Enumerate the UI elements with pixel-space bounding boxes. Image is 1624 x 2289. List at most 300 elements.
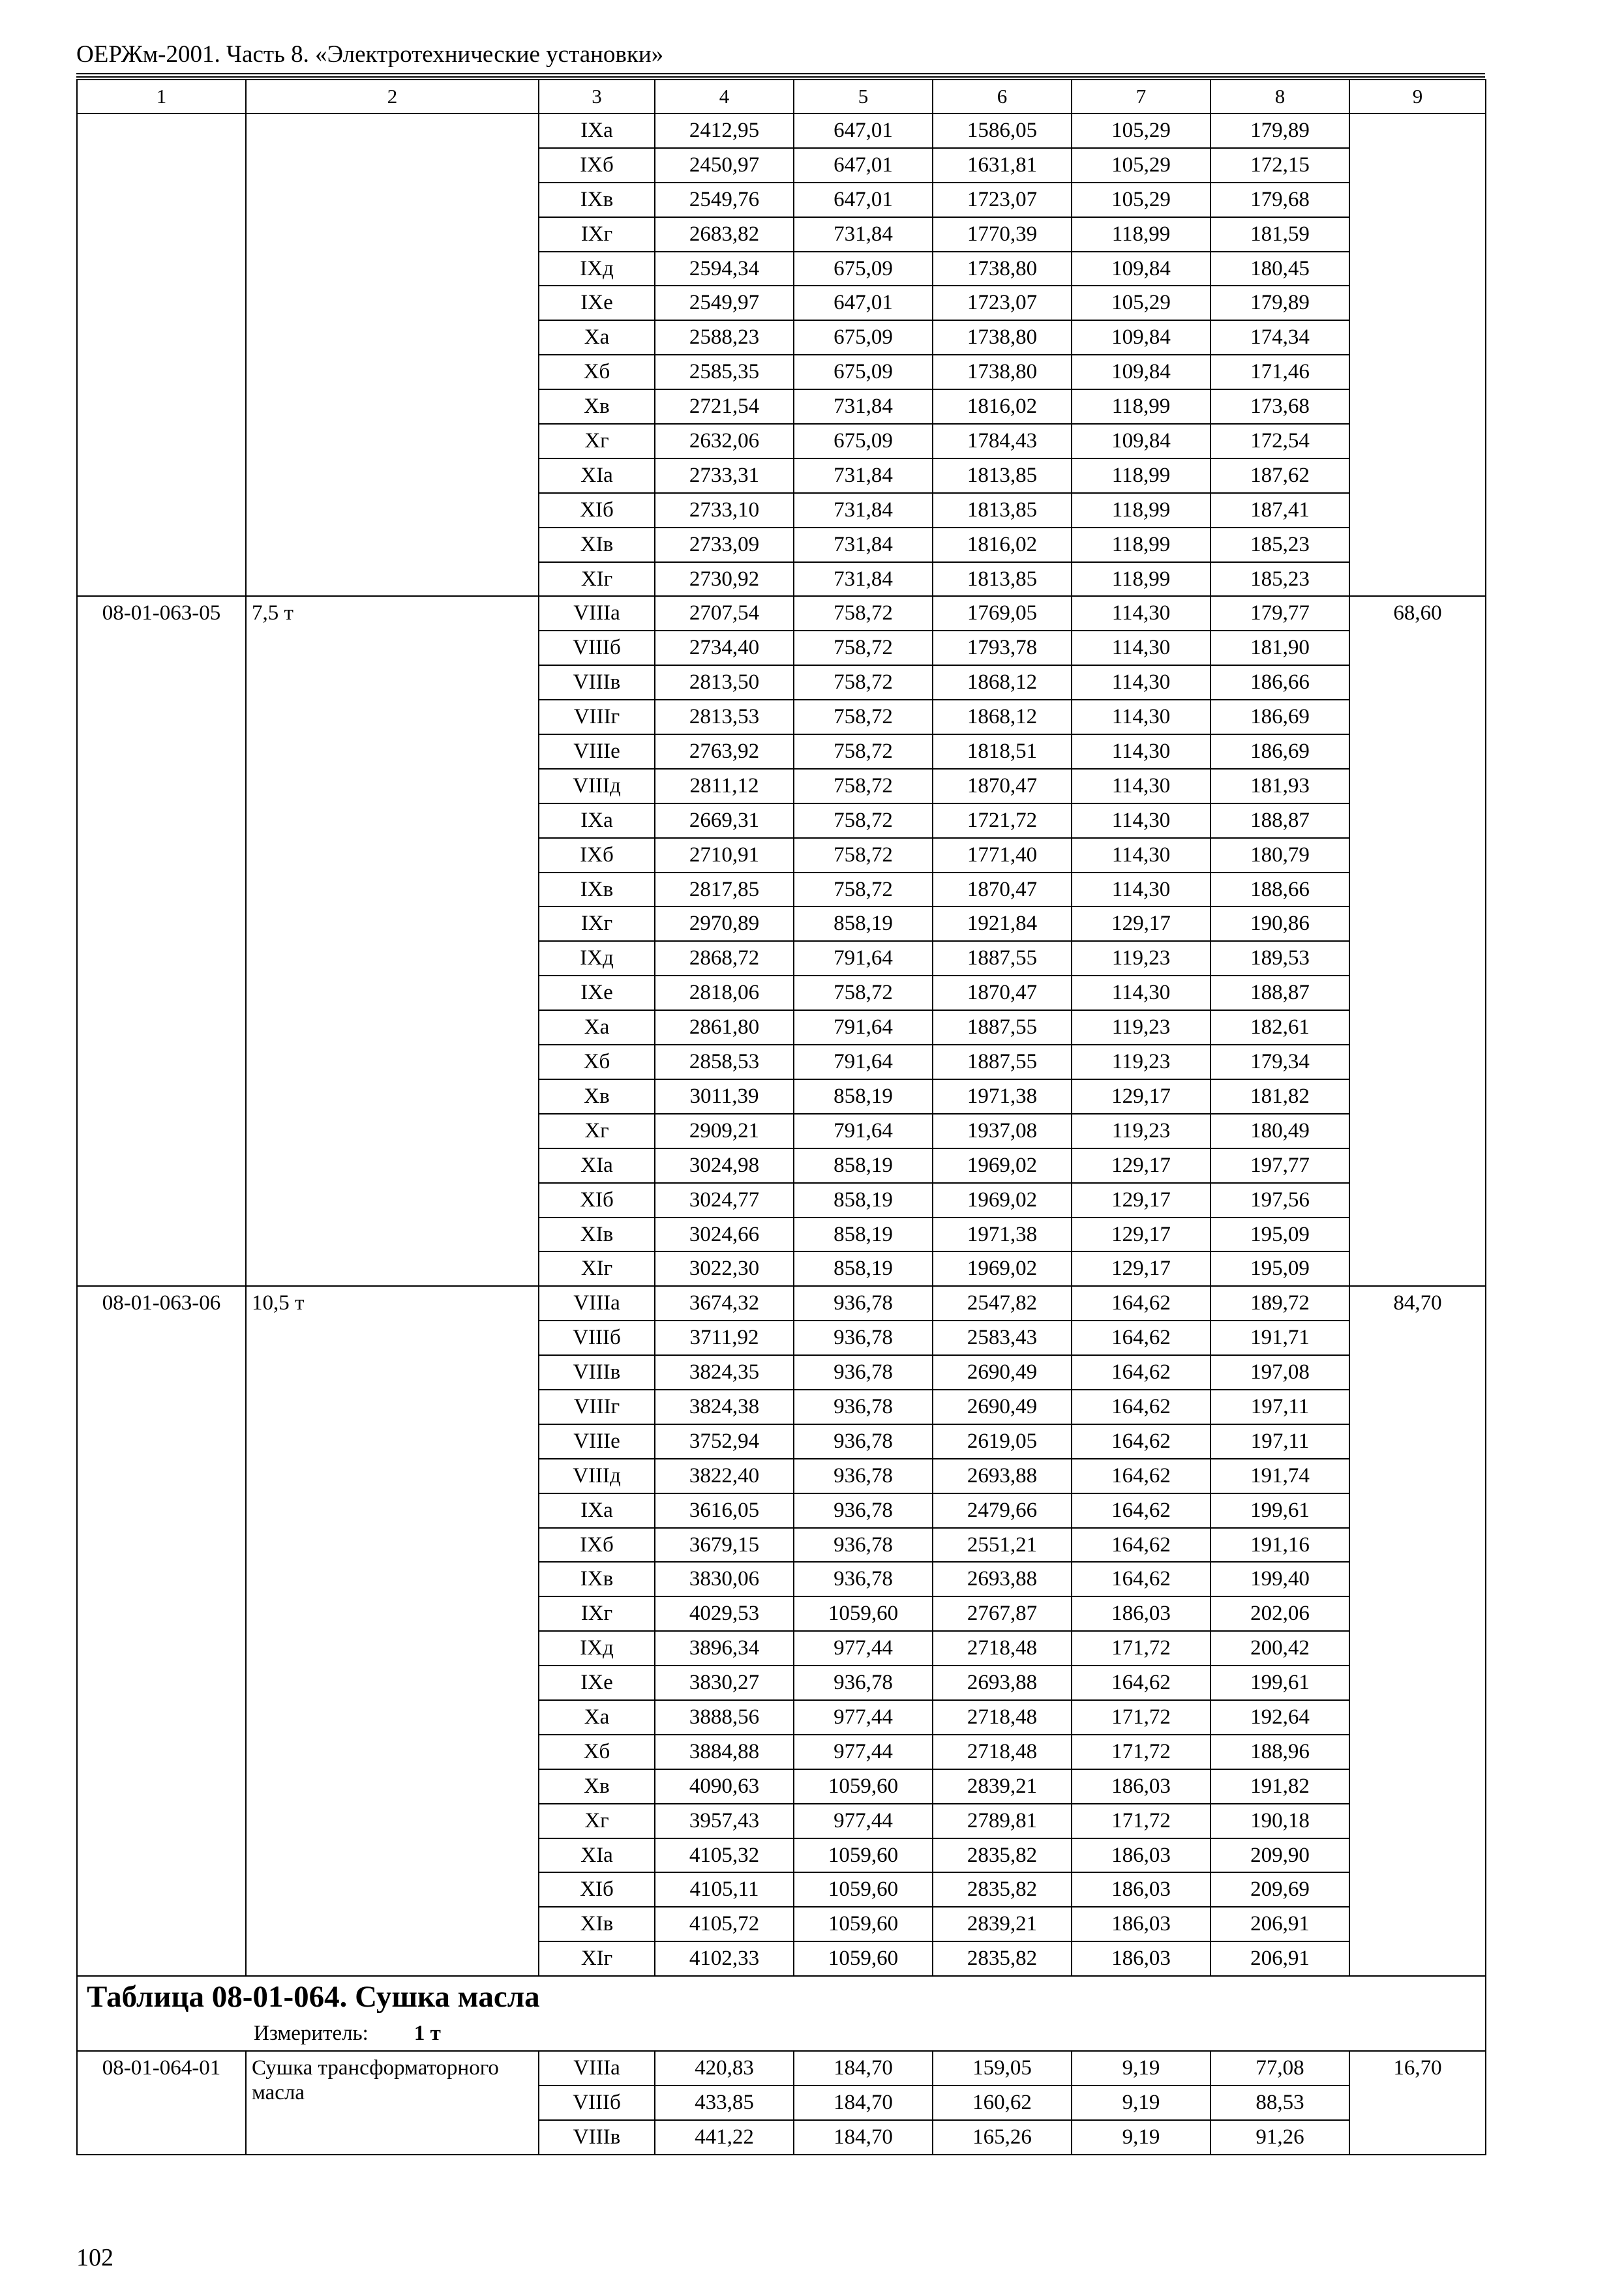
cost-value: 758,72	[794, 700, 933, 734]
cost-value: 1059,60	[794, 1769, 933, 1804]
rate-code	[77, 113, 246, 596]
cost-value: 2868,72	[655, 941, 794, 976]
cost-value: 186,03	[1072, 1941, 1210, 1976]
zone-code: VIIIв	[539, 1355, 655, 1390]
cost-value: 791,64	[794, 941, 933, 976]
cost-value: 195,09	[1210, 1218, 1349, 1252]
cost-value: 164,62	[1072, 1355, 1210, 1390]
cost-value: 1059,60	[794, 1838, 933, 1873]
column-number: 2	[246, 80, 539, 113]
cost-value: 1738,80	[933, 252, 1072, 286]
cost-value: 2718,48	[933, 1735, 1072, 1769]
zone-code: Xб	[539, 1735, 655, 1769]
cost-value: 181,93	[1210, 769, 1349, 803]
cost-value: 197,11	[1210, 1424, 1349, 1459]
zone-code: IXе	[539, 976, 655, 1010]
table-row	[77, 596, 1486, 631]
cost-value: 731,84	[794, 458, 933, 493]
cost-value: 199,61	[1210, 1666, 1349, 1700]
cost-value: 114,30	[1072, 631, 1210, 665]
cost-value: 119,23	[1072, 1114, 1210, 1148]
cost-value: 2683,82	[655, 217, 794, 252]
cost-value: 185,23	[1210, 528, 1349, 562]
zone-code: VIIIа	[539, 1286, 655, 1321]
cost-value: 118,99	[1072, 389, 1210, 424]
cost-value: 186,03	[1072, 1907, 1210, 1941]
cost-value: 2730,92	[655, 562, 794, 597]
cost-value: 2721,54	[655, 389, 794, 424]
column-number: 8	[1210, 80, 1349, 113]
cost-value: 171,72	[1072, 1700, 1210, 1735]
cost-value: 858,19	[794, 1148, 933, 1183]
zone-code: Xб	[539, 355, 655, 389]
rate-name: Сушка трансформаторного масла	[246, 2051, 539, 2155]
cost-value: 936,78	[794, 1321, 933, 1355]
cost-value: 174,34	[1210, 320, 1349, 355]
cost-value: 1921,84	[933, 906, 1072, 941]
cost-value: 675,09	[794, 252, 933, 286]
cost-value: 1813,85	[933, 493, 1072, 528]
cost-value: 2817,85	[655, 873, 794, 907]
cost-value: 2839,21	[933, 1907, 1072, 1941]
cost-value: 1770,39	[933, 217, 1072, 252]
zone-code: Xг	[539, 1114, 655, 1148]
cost-value: 936,78	[794, 1562, 933, 1596]
cost-value: 1870,47	[933, 976, 1072, 1010]
cost-value: 3024,66	[655, 1218, 794, 1252]
rate-code: 08-01-063-06	[77, 1286, 246, 1976]
zone-code: Xа	[539, 1700, 655, 1735]
cost-value: 936,78	[794, 1390, 933, 1424]
cost-value: 114,30	[1072, 769, 1210, 803]
zone-code: IXг	[539, 906, 655, 941]
cost-value: 1887,55	[933, 941, 1072, 976]
cost-value: 129,17	[1072, 1183, 1210, 1218]
cost-value: 758,72	[794, 769, 933, 803]
cost-value: 2813,50	[655, 665, 794, 700]
cost-value: 184,70	[794, 2120, 933, 2155]
cost-value: 3674,32	[655, 1286, 794, 1321]
cost-value: 91,26	[1210, 2120, 1349, 2155]
cost-value: 2811,12	[655, 769, 794, 803]
zone-code: IXг	[539, 217, 655, 252]
zone-code: VIIIа	[539, 596, 655, 631]
cost-value: 9,19	[1072, 2086, 1210, 2120]
zone-code: XIг	[539, 1941, 655, 1976]
cost-value: 192,64	[1210, 1700, 1349, 1735]
cost-value: 114,30	[1072, 976, 1210, 1010]
cost-value: 2733,10	[655, 493, 794, 528]
table-row	[77, 113, 1486, 148]
cost-value: 2583,43	[933, 1321, 1072, 1355]
cost-value: 184,70	[794, 2051, 933, 2086]
cost-value: 118,99	[1072, 528, 1210, 562]
zone-code: IXа	[539, 113, 655, 148]
cost-value: 187,41	[1210, 493, 1349, 528]
zone-code: IXв	[539, 873, 655, 907]
cost-value: 189,53	[1210, 941, 1349, 976]
cost-value: 3888,56	[655, 1700, 794, 1735]
cost-value: 9,19	[1072, 2051, 1210, 2086]
cost-value: 109,84	[1072, 252, 1210, 286]
cost-value: 181,59	[1210, 217, 1349, 252]
zone-code: XIб	[539, 1872, 655, 1907]
cost-value: 1793,78	[933, 631, 1072, 665]
cost-value: 190,18	[1210, 1804, 1349, 1838]
cost-value: 791,64	[794, 1045, 933, 1079]
cost-value: 188,87	[1210, 976, 1349, 1010]
cost-value: 3011,39	[655, 1079, 794, 1114]
cost-value: 2710,91	[655, 838, 794, 873]
cost-value: 1721,72	[933, 803, 1072, 838]
cost-value: 2594,34	[655, 252, 794, 286]
cost-value: 118,99	[1072, 493, 1210, 528]
labor-value	[1349, 113, 1486, 596]
zone-code: Xв	[539, 389, 655, 424]
cost-value: 164,62	[1072, 1286, 1210, 1321]
cost-value: 1868,12	[933, 665, 1072, 700]
cost-value: 647,01	[794, 286, 933, 320]
cost-value: 647,01	[794, 148, 933, 183]
cost-value: 1738,80	[933, 320, 1072, 355]
zone-code: Xг	[539, 1804, 655, 1838]
cost-value: 164,62	[1072, 1321, 1210, 1355]
cost-value: 1059,60	[794, 1907, 933, 1941]
column-number: 6	[933, 80, 1072, 113]
cost-value: 180,45	[1210, 252, 1349, 286]
cost-value: 129,17	[1072, 1251, 1210, 1286]
cost-value: 197,77	[1210, 1148, 1349, 1183]
cost-value: 209,69	[1210, 1872, 1349, 1907]
cost-value: 936,78	[794, 1666, 933, 1700]
rate-name: 7,5 т	[246, 596, 539, 1286]
cost-value: 1887,55	[933, 1010, 1072, 1045]
cost-value: 1813,85	[933, 562, 1072, 597]
cost-value: 758,72	[794, 803, 933, 838]
cost-value: 2585,35	[655, 355, 794, 389]
cost-value: 189,72	[1210, 1286, 1349, 1321]
cost-value: 200,42	[1210, 1631, 1349, 1666]
cost-value: 164,62	[1072, 1562, 1210, 1596]
cost-value: 171,46	[1210, 355, 1349, 389]
zone-code: IXд	[539, 252, 655, 286]
cost-value: 9,19	[1072, 2120, 1210, 2155]
cost-value: 4029,53	[655, 1596, 794, 1631]
zone-code: VIIIб	[539, 1321, 655, 1355]
zone-code: XIа	[539, 1838, 655, 1873]
cost-value: 2767,87	[933, 1596, 1072, 1631]
cost-value: 114,30	[1072, 838, 1210, 873]
unit-value: 1 т	[414, 2022, 441, 2046]
cost-value: 858,19	[794, 906, 933, 941]
cost-value: 160,62	[933, 2086, 1072, 2120]
cost-value: 2835,82	[933, 1872, 1072, 1907]
cost-value: 188,96	[1210, 1735, 1349, 1769]
cost-value: 105,29	[1072, 148, 1210, 183]
cost-value: 2734,40	[655, 631, 794, 665]
cost-value: 1870,47	[933, 873, 1072, 907]
cost-value: 182,61	[1210, 1010, 1349, 1045]
cost-value: 2551,21	[933, 1528, 1072, 1563]
cost-value: 129,17	[1072, 1148, 1210, 1183]
cost-value: 129,17	[1072, 906, 1210, 941]
labor-value: 16,70	[1349, 2051, 1486, 2155]
cost-value: 977,44	[794, 1735, 933, 1769]
cost-value: 185,23	[1210, 562, 1349, 597]
zone-code: XIг	[539, 562, 655, 597]
cost-value: 190,86	[1210, 906, 1349, 941]
cost-value: 758,72	[794, 596, 933, 631]
cost-value: 2693,88	[933, 1562, 1072, 1596]
cost-value: 179,89	[1210, 113, 1349, 148]
cost-value: 2690,49	[933, 1390, 1072, 1424]
cost-value: 1723,07	[933, 286, 1072, 320]
cost-value: 186,03	[1072, 1596, 1210, 1631]
cost-value: 4105,11	[655, 1872, 794, 1907]
cost-value: 1969,02	[933, 1148, 1072, 1183]
zone-code: VIIIв	[539, 665, 655, 700]
cost-value: 1586,05	[933, 113, 1072, 148]
zone-code: VIIIд	[539, 769, 655, 803]
cost-value: 1969,02	[933, 1251, 1072, 1286]
zone-code: Xв	[539, 1079, 655, 1114]
cost-value: 165,26	[933, 2120, 1072, 2155]
zone-code: VIIIа	[539, 2051, 655, 2086]
cost-value: 3824,35	[655, 1355, 794, 1390]
cost-value: 88,53	[1210, 2086, 1349, 2120]
cost-value: 119,23	[1072, 941, 1210, 976]
cost-value: 199,61	[1210, 1493, 1349, 1528]
cost-value: 164,62	[1072, 1424, 1210, 1459]
cost-value: 2549,97	[655, 286, 794, 320]
cost-value: 758,72	[794, 838, 933, 873]
cost-value: 114,30	[1072, 734, 1210, 769]
cost-value: 171,72	[1072, 1631, 1210, 1666]
cost-value: 2479,66	[933, 1493, 1072, 1528]
zone-code: VIIIг	[539, 700, 655, 734]
cost-value: 2789,81	[933, 1804, 1072, 1838]
cost-value: 209,90	[1210, 1838, 1349, 1873]
cost-value: 191,16	[1210, 1528, 1349, 1563]
cost-value: 197,11	[1210, 1390, 1349, 1424]
cost-value: 1971,38	[933, 1218, 1072, 1252]
cost-value: 1813,85	[933, 458, 1072, 493]
cost-value: 1738,80	[933, 355, 1072, 389]
labor-value: 84,70	[1349, 1286, 1486, 1976]
cost-value: 186,69	[1210, 700, 1349, 734]
cost-value: 179,77	[1210, 596, 1349, 631]
cost-value: 2549,76	[655, 183, 794, 217]
cost-value: 675,09	[794, 424, 933, 458]
cost-value: 2619,05	[933, 1424, 1072, 1459]
zone-code: XIб	[539, 493, 655, 528]
cost-value: 2693,88	[933, 1459, 1072, 1493]
cost-value: 195,09	[1210, 1251, 1349, 1286]
cost-value: 2588,23	[655, 320, 794, 355]
cost-value: 186,66	[1210, 665, 1349, 700]
column-number: 4	[655, 80, 794, 113]
column-number: 7	[1072, 80, 1210, 113]
cost-value: 1870,47	[933, 769, 1072, 803]
rate-name: 10,5 т	[246, 1286, 539, 1976]
cost-value: 2813,53	[655, 700, 794, 734]
cost-value: 2690,49	[933, 1355, 1072, 1390]
zone-code: IXб	[539, 1528, 655, 1563]
cost-value: 129,17	[1072, 1218, 1210, 1252]
cost-value: 105,29	[1072, 113, 1210, 148]
cost-value: 2547,82	[933, 1286, 1072, 1321]
cost-value: 119,23	[1072, 1010, 1210, 1045]
cost-value: 936,78	[794, 1286, 933, 1321]
cost-value: 2818,06	[655, 976, 794, 1010]
cost-value: 758,72	[794, 873, 933, 907]
cost-value: 187,62	[1210, 458, 1349, 493]
cost-value: 206,91	[1210, 1907, 1349, 1941]
zone-code: XIб	[539, 1183, 655, 1218]
zone-code: XIг	[539, 1251, 655, 1286]
rate-code: 08-01-064-01	[77, 2051, 246, 2155]
cost-value: 675,09	[794, 355, 933, 389]
cost-value: 202,06	[1210, 1596, 1349, 1631]
zone-code: IXа	[539, 1493, 655, 1528]
cost-value: 2707,54	[655, 596, 794, 631]
cost-value: 119,23	[1072, 1045, 1210, 1079]
zone-code: IXб	[539, 838, 655, 873]
cost-value: 180,79	[1210, 838, 1349, 873]
table-row	[77, 2051, 1486, 2086]
zone-code: XIв	[539, 528, 655, 562]
cost-value: 171,72	[1072, 1804, 1210, 1838]
cost-value: 4105,32	[655, 1838, 794, 1873]
cost-value: 114,30	[1072, 803, 1210, 838]
cost-value: 114,30	[1072, 596, 1210, 631]
cost-value: 977,44	[794, 1631, 933, 1666]
cost-value: 731,84	[794, 562, 933, 597]
cost-value: 1631,81	[933, 148, 1072, 183]
cost-value: 191,82	[1210, 1769, 1349, 1804]
cost-value: 2835,82	[933, 1941, 1072, 1976]
zone-code: VIIIб	[539, 631, 655, 665]
cost-value: 172,15	[1210, 148, 1349, 183]
cost-value: 179,68	[1210, 183, 1349, 217]
subtable-title: Таблица 08-01-064. Сушка масла	[87, 1980, 540, 2014]
unit-label: Измеритель:	[254, 2022, 368, 2046]
cost-value: 2718,48	[933, 1631, 1072, 1666]
cost-value: 191,71	[1210, 1321, 1349, 1355]
cost-value: 1816,02	[933, 528, 1072, 562]
cost-value: 858,19	[794, 1183, 933, 1218]
cost-value: 1784,43	[933, 424, 1072, 458]
cost-value: 2835,82	[933, 1838, 1072, 1873]
subtable-heading-cell	[77, 1976, 1486, 2017]
cost-value: 936,78	[794, 1493, 933, 1528]
cost-value: 936,78	[794, 1355, 933, 1390]
zone-code: IXе	[539, 1666, 655, 1700]
cost-value: 977,44	[794, 1804, 933, 1838]
cost-value: 172,54	[1210, 424, 1349, 458]
cost-value: 186,69	[1210, 734, 1349, 769]
cost-value: 1059,60	[794, 1941, 933, 1976]
zone-code: IXе	[539, 286, 655, 320]
cost-value: 181,82	[1210, 1079, 1349, 1114]
cost-value: 2861,80	[655, 1010, 794, 1045]
table-body	[77, 80, 1486, 2155]
cost-value: 188,87	[1210, 803, 1349, 838]
cost-value: 3024,98	[655, 1148, 794, 1183]
cost-value: 2733,31	[655, 458, 794, 493]
cost-value: 171,72	[1072, 1735, 1210, 1769]
cost-value: 2412,95	[655, 113, 794, 148]
cost-value: 1969,02	[933, 1183, 1072, 1218]
cost-value: 1887,55	[933, 1045, 1072, 1079]
cost-value: 731,84	[794, 217, 933, 252]
zone-code: IXб	[539, 148, 655, 183]
cost-value: 191,74	[1210, 1459, 1349, 1493]
zone-code: XIв	[539, 1218, 655, 1252]
cost-value: 2858,53	[655, 1045, 794, 1079]
column-number: 3	[539, 80, 655, 113]
cost-value: 858,19	[794, 1251, 933, 1286]
cost-value: 858,19	[794, 1218, 933, 1252]
subtable-heading-row	[77, 1976, 1486, 2017]
cost-value: 1723,07	[933, 183, 1072, 217]
zone-code: VIIIб	[539, 2086, 655, 2120]
page-header	[76, 40, 1485, 78]
zone-code: IXд	[539, 1631, 655, 1666]
zone-code: XIв	[539, 1907, 655, 1941]
cost-value: 1059,60	[794, 1596, 933, 1631]
cost-value: 2839,21	[933, 1769, 1072, 1804]
cost-value: 3679,15	[655, 1528, 794, 1563]
cost-value: 118,99	[1072, 562, 1210, 597]
cost-value: 2450,97	[655, 148, 794, 183]
cost-value: 179,89	[1210, 286, 1349, 320]
cost-value: 3822,40	[655, 1459, 794, 1493]
cost-value: 3022,30	[655, 1251, 794, 1286]
cost-value: 186,03	[1072, 1872, 1210, 1907]
zone-code: VIIIд	[539, 1459, 655, 1493]
zone-code: VIIIв	[539, 2120, 655, 2155]
zone-code: Xа	[539, 1010, 655, 1045]
cost-value: 159,05	[933, 2051, 1072, 2086]
zone-code: IXв	[539, 1562, 655, 1596]
zone-code: IXг	[539, 1596, 655, 1631]
cost-value: 186,03	[1072, 1838, 1210, 1873]
cost-value: 164,62	[1072, 1493, 1210, 1528]
cost-value: 164,62	[1072, 1528, 1210, 1563]
cost-value: 1868,12	[933, 700, 1072, 734]
cost-value: 731,84	[794, 493, 933, 528]
cost-value: 180,49	[1210, 1114, 1349, 1148]
cost-value: 114,30	[1072, 665, 1210, 700]
header-double-rule	[76, 73, 1485, 78]
cost-value: 197,08	[1210, 1355, 1349, 1390]
cost-value: 2763,92	[655, 734, 794, 769]
cost-value: 2909,21	[655, 1114, 794, 1148]
cost-value: 164,62	[1072, 1390, 1210, 1424]
cost-value: 206,91	[1210, 1941, 1349, 1976]
cost-value: 3830,06	[655, 1562, 794, 1596]
cost-value: 114,30	[1072, 700, 1210, 734]
cost-value: 2693,88	[933, 1666, 1072, 1700]
cost-value: 3824,38	[655, 1390, 794, 1424]
labor-value: 68,60	[1349, 596, 1486, 1286]
cost-value: 758,72	[794, 665, 933, 700]
cost-value: 791,64	[794, 1114, 933, 1148]
cost-value: 188,66	[1210, 873, 1349, 907]
document-title: ОЕРЖм-2001. Часть 8. «Электротехнические установки»	[76, 41, 664, 68]
cost-value: 731,84	[794, 389, 933, 424]
